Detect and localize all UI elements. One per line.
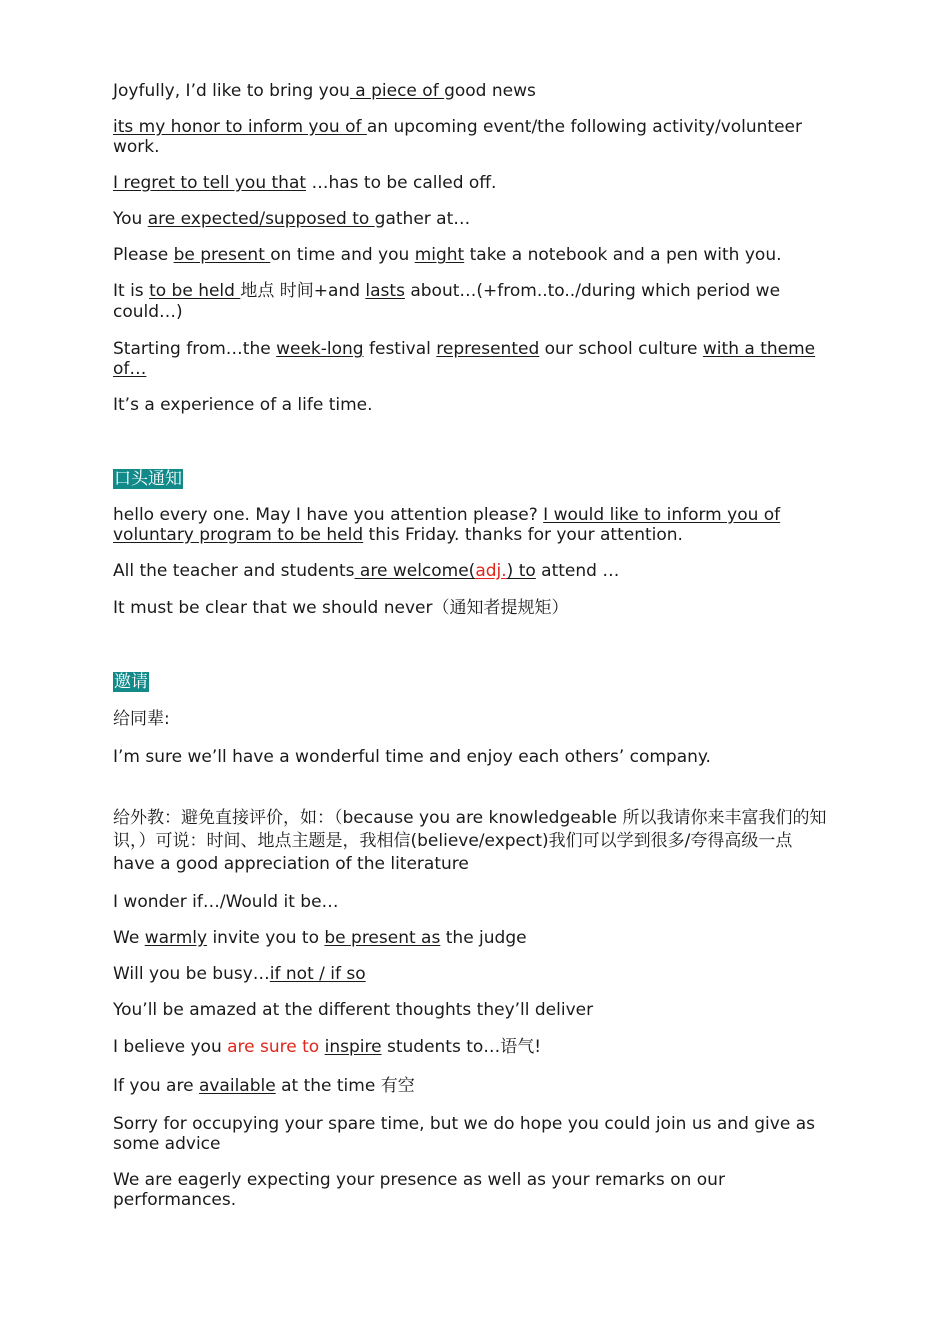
paragraph-welcome: All the teacher and students are welcome(adj.) to attend … — [113, 561, 620, 581]
document-body — [113, 81, 833, 1226]
paragraph-expected: You are expected/supposed to gather at… — [113, 209, 471, 229]
paragraph-rules: It must be clear that we should never（通知者提规矩） — [113, 598, 569, 618]
paragraph-to-peers: 给同辈: — [113, 709, 170, 729]
paragraph-available: If you are available at the time 有空 — [113, 1076, 415, 1096]
paragraph-good-news: Joyfully, I’d like to bring you a piece of good news — [113, 81, 536, 101]
section-heading-oral-notice: 口头通知 — [114, 469, 182, 489]
paragraph-warmly-invite: We warmly invite you to be present as the judge — [113, 928, 527, 948]
paragraph-busy: Will you be busy…if not / if so — [113, 964, 366, 984]
paragraph-inspire: I believe you are sure to inspire students to…语气! — [113, 1037, 542, 1057]
paragraph-honor-inform: its my honor to inform you of an upcoming event/the following activity/volunteer work. — [113, 117, 802, 157]
section-heading-invitation: 邀请 — [114, 672, 148, 692]
paragraph-amazed: You’ll be amazed at the different thoughts they’ll deliver — [113, 1000, 594, 1020]
paragraph-hello-everyone: hello every one. May I have you attention please? I would like to inform you of voluntary program to be held this Friday. thanks for your attention. — [113, 505, 781, 545]
paragraph-be-present: Please be present on time and you might take a notebook and a pen with you. — [113, 245, 782, 265]
paragraph-to-be-held: It is to be held 地点 时间+and lasts about…(+from..to../during which period we could…) — [113, 281, 781, 322]
paragraph-expecting: We are eagerly expecting your presence as well as your remarks on our performances. — [113, 1170, 725, 1210]
paragraph-wonderful-time: I’m sure we’ll have a wonderful time and enjoy each others’ company. — [113, 747, 711, 767]
paragraph-regret: I regret to tell you that …has to be called off. — [113, 173, 497, 193]
paragraph-experience: It’s a experience of a life time. — [113, 395, 373, 415]
paragraph-sorry: Sorry for occupying your spare time, but we do hope you could join us and give as some advice — [113, 1114, 815, 1154]
paragraph-wonder-if: I wonder if…/Would it be… — [113, 892, 339, 912]
paragraph-to-foreign-teacher: 给外教：避免直接评价，如：（because you are knowledgeable 所以我请你来丰富我们的知识，）可说：时间、地点主题是，我相信(believe/expect)我们可以学到很多/夸得高级一点have a good appreciation of the literature — [113, 808, 827, 874]
paragraph-festival: Starting from…the week-long festival represented our school culture with a theme of… — [113, 339, 816, 379]
